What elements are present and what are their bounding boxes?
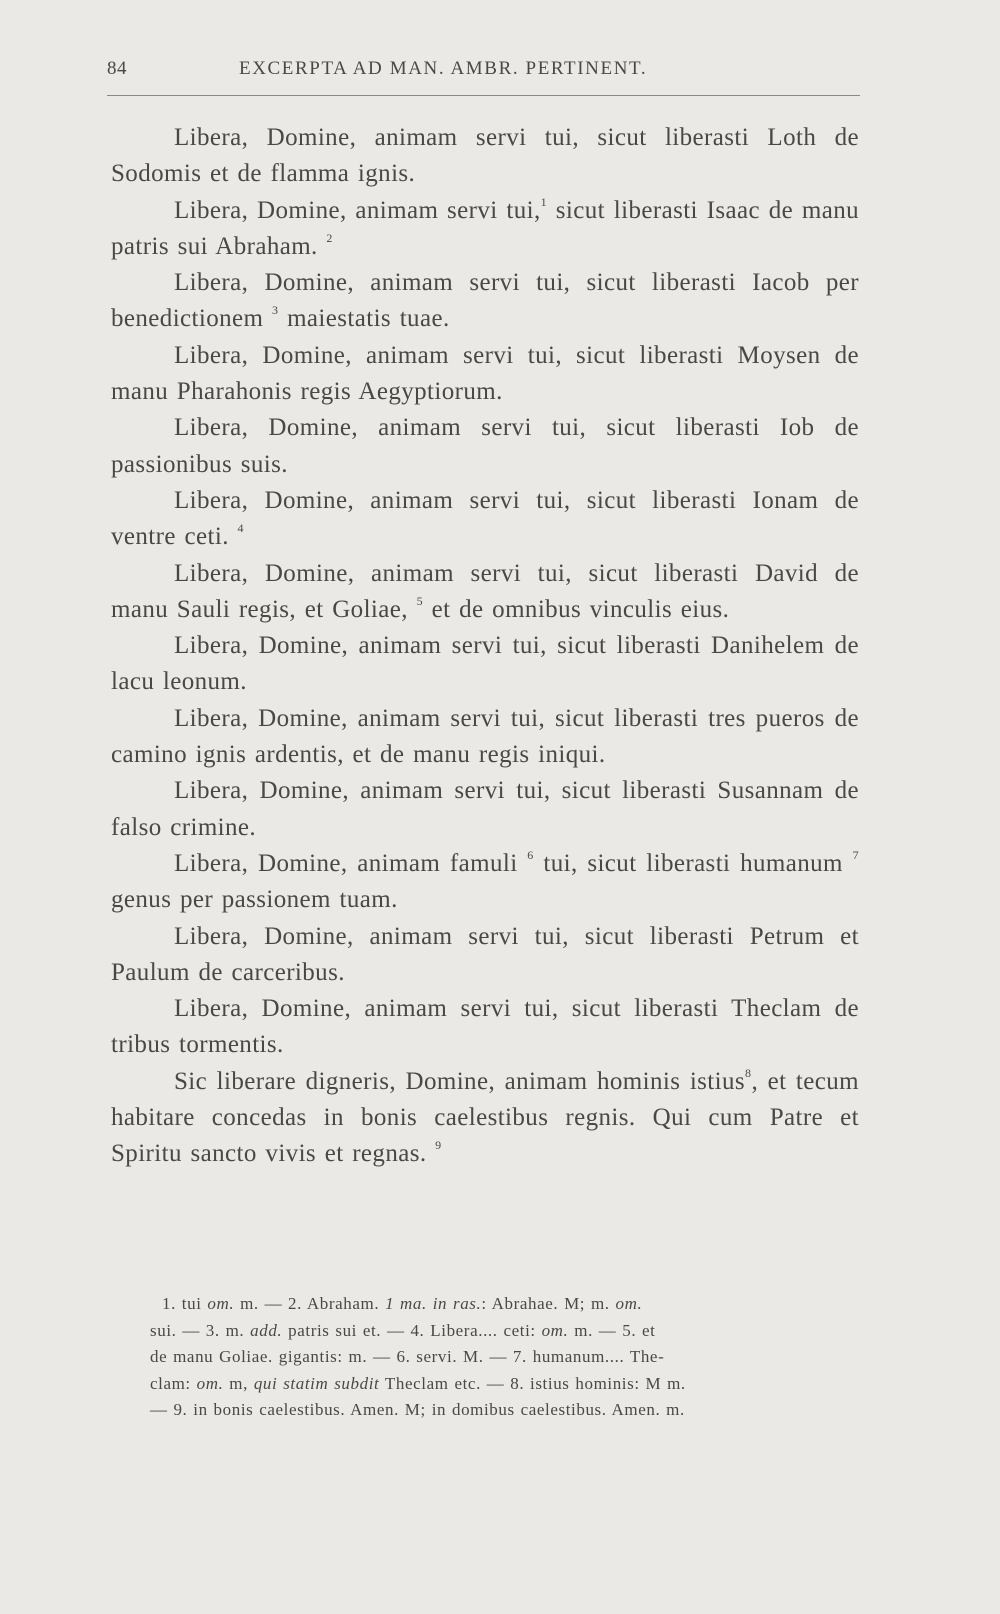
paragraph bbox=[111, 773, 859, 846]
paragraph-text: Libera, Domine, animam famuli bbox=[174, 849, 518, 877]
paragraph-text: Libera, Domine, animam servi tui, sicut liberasti Danihelem de lacu leonum. bbox=[111, 632, 859, 696]
paragraph bbox=[111, 556, 859, 629]
footnote-ref: 8 bbox=[745, 1065, 752, 1080]
footnote-text: de manu Goliae. gigantis: m. — 6. servi. M. — 7. humanum.... The- bbox=[150, 1347, 665, 1367]
paragraph bbox=[111, 1064, 859, 1173]
paragraph bbox=[111, 338, 859, 411]
footnotes bbox=[150, 1291, 862, 1424]
running-head bbox=[107, 58, 860, 88]
paragraph bbox=[111, 701, 859, 774]
paragraph bbox=[111, 193, 859, 266]
footnote-text: 1. tui bbox=[162, 1294, 208, 1313]
footnote-text: m, bbox=[223, 1373, 254, 1393]
footnote-text: clam: bbox=[150, 1373, 197, 1393]
footnote-italic: qui statim subdit bbox=[253, 1373, 380, 1393]
footnote-ref: 2 bbox=[326, 230, 333, 245]
footnote-italic: om. bbox=[207, 1294, 235, 1313]
running-title: EXCERPTA AD MAN. AMBR. PERTINENT. bbox=[239, 58, 648, 79]
paragraph-text: Libera, Domine, animam servi tui, sicut liberasti Iacob per benedictionem bbox=[111, 269, 859, 333]
footnote-text: sui. — 3. m. bbox=[150, 1320, 251, 1340]
paragraph-text: Libera, Domine, animam servi tui, sicut liberasti Ionam de ventre ceti. bbox=[111, 486, 859, 551]
paragraph-text: Libera, Domine, animam servi tui, sicut liberasti Loth de Sodomis et de flamma ignis. bbox=[111, 124, 859, 188]
footnote-ref: 5 bbox=[416, 593, 423, 608]
footnote-line bbox=[150, 1397, 862, 1424]
paragraph-text: Libera, Domine, animam servi tui, sicut liberasti Petrum et Paulum de carceribus. bbox=[111, 922, 859, 986]
footnote-line bbox=[150, 1318, 862, 1345]
paragraph bbox=[111, 991, 859, 1064]
footnote-line bbox=[150, 1344, 862, 1371]
footnote-text: — 9. in bonis caelestibus. Amen. M; in domibus caelestibus. Amen. m. bbox=[150, 1400, 685, 1420]
footnote-italic: add. bbox=[250, 1320, 283, 1340]
paragraph-text: Libera, Domine, animam servi tui, sicut liberasti tres pueros de camino ignis ardentis, et de manu regis iniqui. bbox=[111, 704, 859, 769]
paragraph bbox=[111, 265, 859, 338]
paragraph-text: Libera, Domine, animam servi tui, sicut liberasti Theclam de tribus tormentis. bbox=[111, 995, 859, 1059]
footnote-line bbox=[150, 1371, 862, 1398]
footnote-text: Theclam etc. — 8. istius hominis: M m. bbox=[379, 1373, 686, 1393]
paragraph-text: Sic liberare digneris, Domine, animam hominis istius bbox=[174, 1067, 746, 1095]
footnote-line bbox=[162, 1291, 862, 1318]
paragraph-text: genus per passionem tuam. bbox=[111, 886, 398, 914]
header-rule bbox=[107, 95, 860, 96]
footnote-italic: om. bbox=[196, 1373, 224, 1393]
paragraph bbox=[111, 846, 859, 919]
paragraph-text: Libera, Domine, animam servi tui, sicut liberasti David de manu Sauli regis, et Goliae, bbox=[111, 559, 859, 623]
paragraph-text: tui, sicut liberasti humanum bbox=[533, 849, 843, 877]
footnote-italic: 1 ma. in ras. bbox=[385, 1294, 482, 1313]
paragraph-text: Libera, Domine, animam servi tui, sicut liberasti Iob de passionibus suis. bbox=[111, 414, 859, 478]
footnote-text: patris sui et. — 4. Libera.... ceti: bbox=[282, 1320, 542, 1340]
paragraph bbox=[111, 919, 859, 992]
paragraph-text: maiestatis tuae. bbox=[278, 305, 450, 333]
paragraph-text: Libera, Domine, animam servi tui, sicut liberasti Moysen de manu Pharahonis regis Aegyptiorum. bbox=[111, 341, 859, 406]
paragraph bbox=[111, 410, 859, 483]
footnote-ref: 6 bbox=[527, 847, 534, 862]
footnote-ref: 4 bbox=[237, 521, 244, 536]
paragraph-text: Libera, Domine, animam servi tui, sicut liberasti Susannam de falso crimine. bbox=[111, 777, 859, 841]
paragraph bbox=[111, 483, 859, 556]
main-text bbox=[111, 120, 859, 1173]
footnote-ref: 3 bbox=[272, 303, 279, 318]
footnote-text: m. — 5. et bbox=[568, 1320, 656, 1340]
paragraph-text: et de omnibus vinculis eius. bbox=[422, 595, 730, 623]
paragraph bbox=[111, 628, 859, 701]
footnote-ref: 9 bbox=[435, 1138, 442, 1153]
footnote-text: : Abrahae. M; m. bbox=[481, 1294, 616, 1313]
page-number: 84 bbox=[107, 58, 127, 79]
footnote-italic: om. bbox=[541, 1320, 569, 1340]
footnote-italic: om. bbox=[615, 1294, 643, 1313]
paragraph-text: Libera, Domine, animam servi tui, bbox=[174, 196, 541, 224]
paragraph bbox=[111, 120, 859, 193]
paragraph-text: , et tecum habitare concedas in bonis caelestibus regnis. Qui cum Patre et Spiritu sancto vivis et regnas. bbox=[111, 1067, 859, 1168]
footnote-ref: 7 bbox=[852, 847, 859, 862]
paragraph-text: sicut liberasti Isaac de manu patris sui Abraham. bbox=[111, 196, 860, 260]
footnote-ref: 1 bbox=[540, 194, 548, 209]
footnote-text: m. — 2. Abraham. bbox=[234, 1294, 386, 1313]
